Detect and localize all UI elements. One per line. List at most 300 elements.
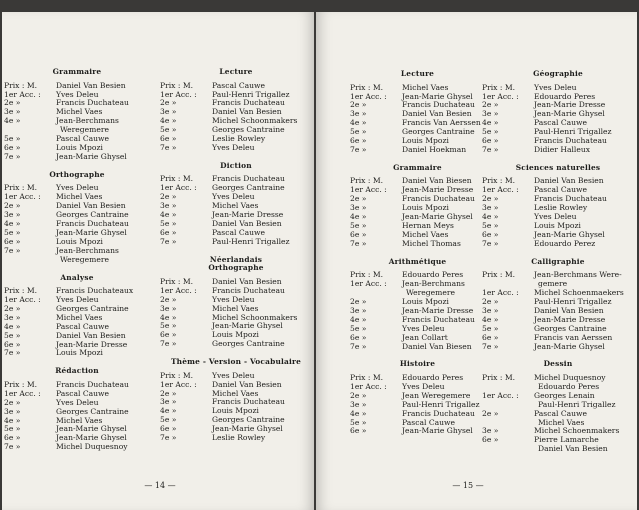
award-section [482,70,634,155]
award-section [350,360,485,436]
rank-label: 2e » [482,100,499,110]
student-name: Louis Mpozi [56,348,103,358]
award-entry [4,349,150,358]
rank-label: 5e » [350,220,367,230]
award-entry [482,240,634,249]
rank-label: 4e » [350,314,367,324]
left-column-2 [160,68,312,452]
student-name: Michel Vaes [212,388,259,398]
student-name: Jean-Marie Ghysel [212,424,283,434]
rank-label: 6e » [4,142,21,152]
rank-label: 1er Acc. : [160,285,197,295]
section-title: Histoire [399,359,436,369]
rank-label: 3e » [482,203,499,213]
section-title: Arithmétique [388,256,447,266]
rank-label: 6e » [482,136,499,146]
student-name: Leslie Rowley [212,134,266,144]
rank-label: 3e » [350,305,367,315]
student-name: Yves Deleu [56,183,99,193]
rank-label: 1er Acc. : [160,379,197,389]
student-name: Jean-Berchmans [56,245,119,255]
student-name: Daniel Van Besien [212,107,282,117]
rank-label: 5e » [482,220,499,230]
student-name: Georges Cantraine [534,323,607,333]
student-name: Francis Duchateau [212,98,285,108]
student-name: Michel Vaes [56,415,103,425]
rank-label: 4e » [350,212,367,222]
section-title: Sciences naturelles [515,162,601,172]
student-name: Didier Halleux [534,144,591,154]
student-name: Daniel Van Besien [56,80,126,90]
rank-label: 2e » [482,194,499,204]
award-entry [482,343,634,352]
student-name: Daniel Van Besien [56,330,126,340]
rank-label: 6e » [482,229,499,239]
student-name: Weregemere [60,254,109,264]
student-name: Francis Duchateau [56,98,129,108]
award-section [4,367,150,452]
rank-label: 6e » [160,330,177,340]
student-name: Jean-Marie Dresse [534,314,606,324]
student-name: Louis Mpozi [534,220,581,230]
rank-label: 1er Acc. : [482,91,519,101]
student-name: Pascal Cauwe [56,321,110,331]
section-title: Lecture [219,67,253,76]
student-name: Jean-Berchmans [402,279,465,289]
award-section [4,68,150,162]
student-name: Weregemere [60,125,109,135]
rank-label: 6e » [350,332,367,342]
award-entry [350,343,485,352]
page-number-right: — 15 — [452,481,484,490]
rank-label: 2e » [160,192,177,202]
rank-label: 6e » [4,236,21,246]
rank-label: Prix : M. [160,174,194,184]
rank-label: 1er Acc. : [160,183,197,193]
rank-label: 7e » [160,142,177,152]
student-name: Jean-Marie Ghysel [402,212,473,222]
rank-label: 3e » [350,203,367,213]
student-name: Pierre Lamarche [534,435,599,445]
student-name: Jean Collart [402,332,448,342]
rank-label: 6e » [160,227,177,237]
rank-label: 2e » [350,194,367,204]
student-name: Pascal Cauwe [534,408,588,418]
award-section [160,358,312,443]
student-name: Francis Duchateau [212,285,285,295]
award-entry [160,144,312,153]
rank-label: 6e » [482,435,499,445]
student-name: Pascal Cauwe [56,388,110,398]
student-name: Georges Lenain [534,390,595,400]
rank-label: 4e » [482,118,499,128]
student-name: Jean-Marie Dresse [402,185,474,195]
rank-label: 5e » [350,127,367,137]
rank-label: 7e » [482,341,499,351]
page-left [2,12,314,510]
student-name: Louis Mpozi [212,330,259,340]
rank-label: 3e » [4,107,21,117]
student-name: Michel Vaes [212,303,259,313]
student-name: Jean-Marie Ghysel [402,426,473,436]
rank-label: 4e » [4,321,21,331]
rank-label: Prix : M. [482,82,516,92]
rank-label: Prix : M. [160,80,194,90]
rank-label: 3e » [160,107,177,117]
rank-label: 5e » [160,218,177,228]
student-name: Louis Mpozi [402,297,449,306]
student-name: Louis Mpozi [402,203,449,213]
student-name: Francis Duchateau [56,379,129,389]
student-name: Edouardo Perez [534,238,596,248]
rank-label: 5e » [482,127,499,137]
student-name: Jean-Marie Ghysel [402,91,473,101]
student-name: Georges Cantraine [56,303,129,313]
student-name: Yves Deleu [56,295,99,304]
rank-label: 5e » [160,321,177,331]
rank-label: 6e » [160,134,177,144]
section-title: Grammaire [393,162,442,172]
student-name: Yves Deleu [402,323,445,333]
rank-label: 5e » [4,424,21,434]
rank-label: 4e » [4,218,21,228]
rank-label: Prix : M. [160,370,194,380]
student-name: Daniel Van Besien [538,444,608,454]
rank-label: 5e » [4,227,21,237]
rank-label: 2e » [350,100,367,110]
student-name: Daniel Van Besien [212,218,282,228]
student-name: Francis van Aerssen [534,332,613,342]
student-name: gemere [538,279,568,289]
student-name: Daniel Van Besien [534,176,604,186]
rank-label: 5e » [350,323,367,333]
rank-label: 5e » [160,125,177,135]
student-name: Georges Cantraine [56,210,129,220]
rank-label: 1er Acc. : [4,295,41,304]
award-section [350,70,485,155]
rank-label: 1er Acc. : [4,388,41,398]
student-name: Daniel Hoekman [402,144,467,154]
award-section [350,164,485,249]
student-name: Francis Duchateau [402,314,475,324]
student-name: Pascal Cauwe [212,80,266,90]
rank-label: 5e » [482,323,499,333]
rank-label: 1er Acc. : [350,185,387,195]
student-name: Pascal Cauwe [534,118,588,128]
rank-label: 4e » [160,406,177,416]
rank-label: 4e » [350,118,367,128]
rank-label: 7e » [482,238,499,248]
rank-label: 5e » [160,415,177,425]
rank-label: 6e » [4,339,21,349]
rank-label: 1er Acc. : [4,89,41,99]
rank-label: 7e » [160,433,177,443]
rank-label: 3e » [160,201,177,211]
student-name: Leslie Rowley [534,203,588,213]
student-name: Michel Duquesnoy [534,373,606,383]
student-name: Louis Mpozi [56,236,103,246]
student-name: Pascal Cauwe [402,417,456,427]
award-entry [350,146,485,155]
rank-label: 3e » [350,109,367,119]
section-title: Orthographe [49,169,105,179]
student-name: Paul-Henri Trigallez [212,89,290,99]
rank-label: 7e » [4,245,21,255]
student-name: Edouardo Peres [538,381,600,391]
rank-label: Prix : M. [482,373,516,383]
section-title: Calligraphie [531,256,585,266]
rank-label: 7e » [4,442,21,452]
rank-label: 6e » [350,136,367,146]
rank-label: Prix : M. [482,270,516,280]
rank-label: 6e » [4,433,21,443]
student-name: Francis Duchateaux [56,286,134,296]
rank-label: 5e » [4,330,21,340]
student-name: Georges Cantraine [56,406,129,416]
rank-label: 3e » [482,426,499,436]
rank-label: 4e » [160,312,177,322]
rank-label: 7e » [350,341,367,351]
rank-label: 2e » [160,98,177,108]
award-entry [4,153,150,162]
student-name: Leslie Rowley [212,433,266,443]
rank-label: 1er Acc. : [4,192,41,202]
rank-label: 7e » [160,339,177,349]
rank-label: 1er Acc. : [482,185,519,195]
award-section [482,360,634,454]
rank-label: Prix : M. [350,176,384,186]
rank-label: 4e » [482,212,499,222]
student-name: Paul-Henri Trigallez [212,236,290,246]
rank-label: Prix : M. [482,176,516,186]
award-section [482,164,634,249]
student-name: Paul-Henri Trigallez [534,297,612,306]
section-title: Géographie [533,69,583,78]
award-entry [482,445,634,454]
student-name: Edouardo Peres [534,91,596,101]
student-name: Daniel Van Besien [212,276,282,286]
rank-label: 6e » [160,424,177,434]
rank-label: 1er Acc. : [350,381,387,391]
rank-label: 7e » [4,151,21,161]
award-entry [350,427,485,436]
student-name: Jean-Berchmans Were- [534,270,622,280]
section-title: Diction [220,160,252,170]
rank-label: 4e » [4,116,21,126]
student-name: Georges Cantraine [212,339,285,349]
rank-label: Prix : M. [4,80,38,90]
student-name: Michel Schoenmakers [534,426,620,436]
section-title: Grammaire [52,67,102,76]
student-name: Michel Schoenmaekers [534,288,624,298]
student-name: Yves Deleu [212,142,255,152]
rank-label: 4e » [350,408,367,418]
award-section [160,256,312,349]
student-name: Daniel Van Besien [534,305,604,315]
student-name: Edouardo Peres [402,373,464,383]
student-name: Daniel Van Besien [56,201,126,211]
student-name: Jean-Marie Ghysel [56,424,127,434]
student-name: Michel Thomas [402,238,461,248]
rank-label: 2e » [4,98,21,108]
rank-label: 1er Acc. : [350,279,387,289]
section-title: Lecture [400,69,435,78]
rank-label: Prix : M. [160,276,194,286]
student-name: Daniel Van Besien [212,379,282,389]
rank-label: 1er Acc. : [350,91,387,101]
page-number-left: — 14 — [144,481,176,490]
student-name: Michel Duquesnoy [56,442,128,452]
student-name: Georges Cantraine [212,415,285,425]
student-name: Michel Vaes [538,417,585,427]
award-section [350,258,485,352]
student-name: Edouardo Peres [402,270,464,280]
student-name: Jean-Marie Ghysel [534,341,605,351]
rank-label: Prix : M. [350,373,384,383]
student-name: Jean-Marie Ghysel [56,227,127,237]
student-name: Michel Vaes [56,107,103,117]
rank-label: 4e » [160,116,177,126]
student-name: Michel Schoonmakers [212,312,298,322]
award-entry [160,238,312,247]
rank-label: 2e » [4,303,21,313]
rank-label: 1er Acc. : [160,89,197,99]
rank-label: 2e » [350,390,367,400]
rank-label: Prix : M. [4,286,38,296]
student-name: Paul-Henri Trigallez [534,127,612,137]
student-name: Weregemere [406,288,455,298]
rank-label: 4e » [160,210,177,220]
student-name: Louis Mpozi [56,142,103,152]
student-name: Paul-Henri Trigallez [402,399,480,409]
rank-label: 2e » [482,408,499,418]
student-name: Francis Duchateau [402,194,475,204]
award-section [160,68,312,153]
student-name: Daniel Van Biesen [402,176,472,186]
award-section [482,258,634,352]
right-column-2 [482,70,634,463]
student-name: Jean-Marie Ghysel [534,229,605,239]
student-name: Pascal Cauwe [212,227,266,237]
rank-label: 6e » [482,332,499,342]
student-name: Jean Weregemere [402,390,471,400]
award-section [4,171,150,265]
student-name: Jean-Berchmans [56,116,119,126]
student-name: Jean-Marie Dresse [402,305,474,315]
section-title: Thème - Version - Vocabulaire [170,357,302,367]
award-entry [350,240,485,249]
student-name: Hernan Meys [402,220,454,230]
student-name: Jean-Marie Ghysel [56,151,127,161]
rank-label: 5e » [4,134,21,144]
student-name: Yves Deleu [534,82,577,92]
rank-label: 7e » [4,348,21,358]
rank-label: 3e » [160,397,177,407]
student-name: Pascal Cauwe [534,185,588,195]
rank-label: 2e » [350,297,367,306]
rank-label: 1er Acc. : [482,288,519,298]
rank-label: 1er Acc. : [482,390,519,400]
student-name: Louis Mpozi [402,136,449,146]
rank-label: 3e » [482,109,499,119]
rank-label: 2e » [482,297,499,306]
rank-label: 2e » [4,201,21,211]
section-title: Néerlandais Orthographe [208,254,264,273]
left-column-1 [4,68,150,461]
student-name: Pascal Cauwe [56,134,110,144]
rank-label: 2e » [160,388,177,398]
student-name: Francis Duchateau [212,397,285,407]
student-name: Yves Deleu [212,370,255,380]
student-name: Jean-Marie Ghysel [212,321,283,331]
rank-label: 7e » [160,236,177,246]
award-section [4,274,150,359]
student-name: Yves Deleu [212,192,255,202]
student-name: Georges Cantraine [212,183,285,193]
student-name: Yves Deleu [534,212,577,222]
student-name: Francis Duchateau [56,218,129,228]
student-name: Paul-Henri Trigallez [538,399,616,409]
rank-label: Prix : M. [4,183,38,193]
student-name: Michel Vaes [56,312,103,322]
award-entry [160,340,312,349]
student-name: Daniel Van Besien [402,109,472,119]
rank-label: 7e » [350,238,367,248]
award-section [160,162,312,247]
section-title: Dessin [543,359,573,369]
rank-label: 7e » [482,144,499,154]
rank-label: 2e » [160,294,177,304]
student-name: Michel Vaes [402,82,449,92]
rank-label: 6e » [350,426,367,436]
student-name: Jean-Marie Dresse [534,100,606,110]
right-column-1 [350,70,485,445]
rank-label: 7e » [350,144,367,154]
student-name: Georges Cantraine [212,125,285,135]
section-title: Rédaction [55,366,99,376]
student-name: Yves Deleu [402,381,445,391]
section-title: Analyse [60,272,94,282]
student-name: Francis Duchateau [402,100,475,110]
student-name: Francis Van Aerssen [402,118,481,128]
rank-label: 2e » [4,397,21,407]
student-name: Francis Duchateau [212,174,285,184]
rank-label: 3e » [350,399,367,409]
rank-label: 3e » [4,312,21,322]
student-name: Michel Vaes [56,192,103,202]
student-name: Francis Duchateau [534,136,607,146]
student-name: Yves Deleu [56,89,99,99]
rank-label: Prix : M. [350,270,384,280]
rank-label: 4e » [482,314,499,324]
award-entry [4,256,150,265]
student-name: Michel Vaes [402,229,449,239]
rank-label: 3e » [482,305,499,315]
rank-label: 3e » [4,406,21,416]
award-entry [482,146,634,155]
student-name: Francis Duchateau [534,194,607,204]
student-name: Michel Vaes [212,201,259,211]
award-entry [4,443,150,452]
student-name: Georges Cantraine [402,127,475,137]
rank-label: 5e » [350,417,367,427]
student-name: Jean-Marie Dresse [56,339,128,349]
page-right [316,12,637,510]
rank-label: Prix : M. [350,82,384,92]
student-name: Daniel Van Biesen [402,341,472,351]
rank-label: 3e » [4,210,21,220]
student-name: Louis Mpozi [212,406,259,416]
